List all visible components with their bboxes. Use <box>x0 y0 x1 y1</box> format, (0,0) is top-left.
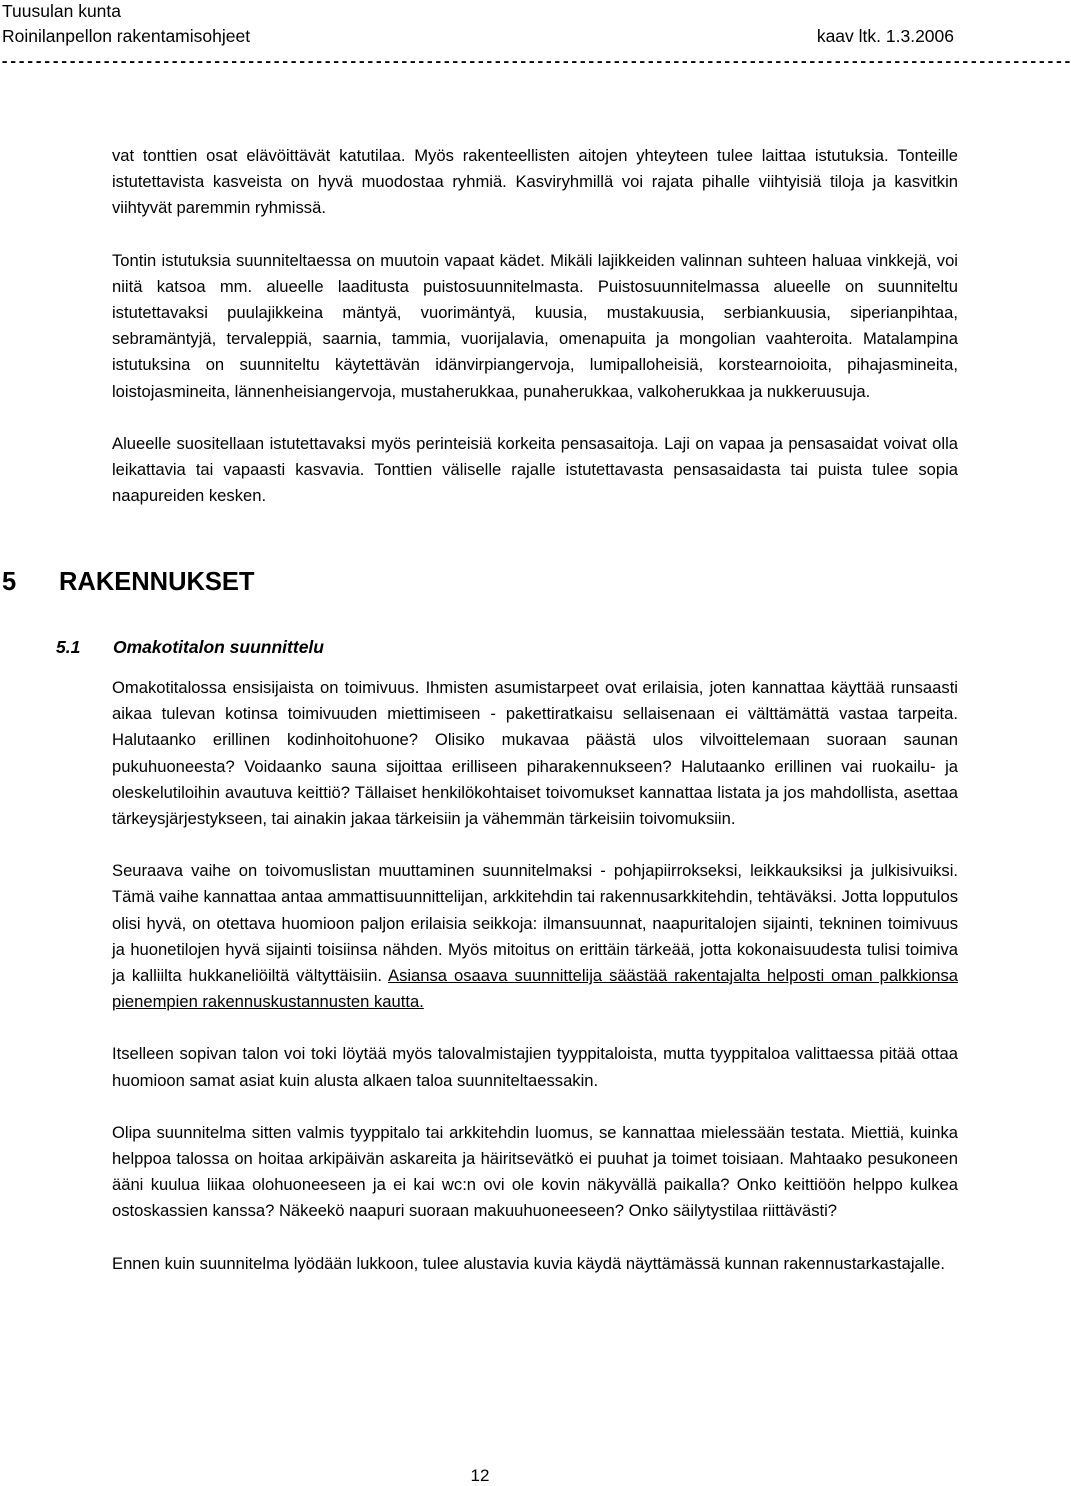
paragraph <box>112 858 958 1015</box>
subsection-title: Omakotitalon suunnittelu <box>113 637 324 657</box>
section-title: RAKENNUKSET <box>59 568 255 596</box>
section-heading <box>2 568 255 597</box>
header-dashed-rule: ------------------------------------------------------------------------------------------------------------------------------ <box>0 53 1071 71</box>
section-house-planning-text <box>112 675 958 1277</box>
paragraph: Alueelle suositellaan istutettavaksi myös perinteisiä korkeita pensasaitoja. Laji on vapaa ja pensasaidat voivat olla leikattavia tai vapaasti kasvavia. Tonttien väliselle rajalle istutettavasta pensasaidasta tai puista tulee sopia naapureiden kesken. <box>112 433 958 506</box>
paragraph: Olipa suunnitelma sitten valmis tyyppitalo tai arkkitehdin luomus, se kannattaa mielessään testata. Miettiä, kuinka helppoa talossa on hoitaa arkipäivän askareita ja häiritsevätkö ei puuhat ja toimet toisiaan. Mahtaako pesukoneen ääni kuulua liikaa olohuoneeseen ja ei kai wc:n ovi ole kovin näkyvällä paikalla? Onko keittiöön helppo kulkea ostoskassien kanssa? Näkeekö naapuri suoraan makuuhuoneeseen? Onko säilytystilaa riittävästi? <box>112 1122 958 1221</box>
section-planting-text <box>112 143 958 509</box>
page-number: 12 <box>470 1466 490 1485</box>
underlined-emphasis: Asiansa osaava suunnittelija säästää rakentajalta helposti oman palkkionsa pienempien rakennuskustannusten kautta. <box>112 966 958 1012</box>
section-number: 5 <box>2 568 17 596</box>
paragraph: Itselleen sopivan talon voi toki löytää myös talovalmistajien tyyppitaloista, mutta tyyppitaloa valittaessa pitää ottaa huomioon samat asiat kuin alusta alkaen taloa suunniteltaessakin. <box>112 1044 958 1090</box>
paragraph: Tontin istutuksia suunniteltaessa on muutoin vapaat kädet. Mikäli lajikkeiden valinnan suhteen haluaa vinkkejä, voi niitä katsoa mm. alueelle laaditusta puistosuunnitelmasta. Puistosuunnitelmassa alueelle on suunniteltu istutettavaksi puulajikkeina mäntyä, vuorimäntyä, kuusia, mustakuusia, serbiankuusia, siperianpihtaa, sebramäntyjä, tervaleppiä, saarnia, tammia, vuorijalavia, omenapuita ja mongolian vaahteroita. Matalampina istutuksina on suunniteltu käytettävän idänvirpiangervoja, lumipalloheisiä, korstearnoioita, pihajasmineita, loistojasmineita, lännenheisiangervoja, mustaherukkaa, punaherukkaa, valkoherukkaa ja nukkeruusuja. <box>112 250 958 401</box>
paragraph-text: Seuraava vaihe on toivomuslistan muuttaminen suunnitelmaksi - pohjapiirrokseksi, leikkauksiksi ja julkisivuiksi. Tämä vaihe kannattaa antaa ammattisuunnittelijan, arkkitehdin tai rakennusarkkitehdin, tehtäväksi. Jotta lopputulos olisi hyvä, on otettava huomioon paljon erilaisia seikkoja: ilmansuunnat, naapuritalojen sijainti, tekninen toimivuus ja huonetilojen hyvä sijainti toisiinsa nähden. Myös mitoitus on erittäin tärkeää, jotta kokonaisuudesta tulisi toimiva ja kalliilta hukkaneliöiltä vältyttäisiin. <box>112 861 958 986</box>
header-organization: Tuusulan kunta <box>2 1 122 21</box>
subsection-number: 5.1 <box>56 637 81 657</box>
header-date: kaav ltk. 1.3.2006 <box>816 26 954 46</box>
subsection-heading <box>56 637 324 658</box>
paragraph: Ennen kuin suunnitelma lyödään lukkoon, tulee alustavia kuvia käydä näyttämässä kunnan rakennustarkastajalle. <box>112 1253 945 1273</box>
paragraph: Omakotitalossa ensisijaista on toimivuus. Ihmisten asumistarpeet ovat erilaisia, joten kannattaa käyttää runsaasti aikaa tulevan kotinsa toimivuuden miettimiseen - pakettiratkaisu sellaisenaan ei välttämättä vastaa tarpeita. Halutaanko erillinen kodinhoitohuone? Olisiko mukavaa päästä ulos vilvoittelemaan suoraan saunan pukuhuoneesta? Voidaanko sauna sijoittaa erilliseen piharakennukseen? Halutaanko erillinen vai ruokailu- ja oleskelutiloihin avautuva keittiö? Tällaiset henkilökohtaiset toivomukset kannattaa listata ja jos mahdollista, asettaa tärkeysjärjestykseen, tai ainakin jakaa tärkeisiin ja vähemmän tärkeisiin toivomuksiin. <box>112 678 958 829</box>
paragraph: vat tonttien osat elävöittävät katutilaa. Myös rakenteellisten aitojen yhteyteen tulee laittaa istutuksia. Tonteille istutettavista kasveista on hyvä muodostaa ryhmiä. Kasviryhmillä voi rajata pihalle viihtyisiä tiloja ja kasvitkin viihtyvät paremmin ryhmissä. <box>112 146 958 218</box>
header-document-title: Roinilanpellon rakentamisohjeet <box>2 26 251 46</box>
